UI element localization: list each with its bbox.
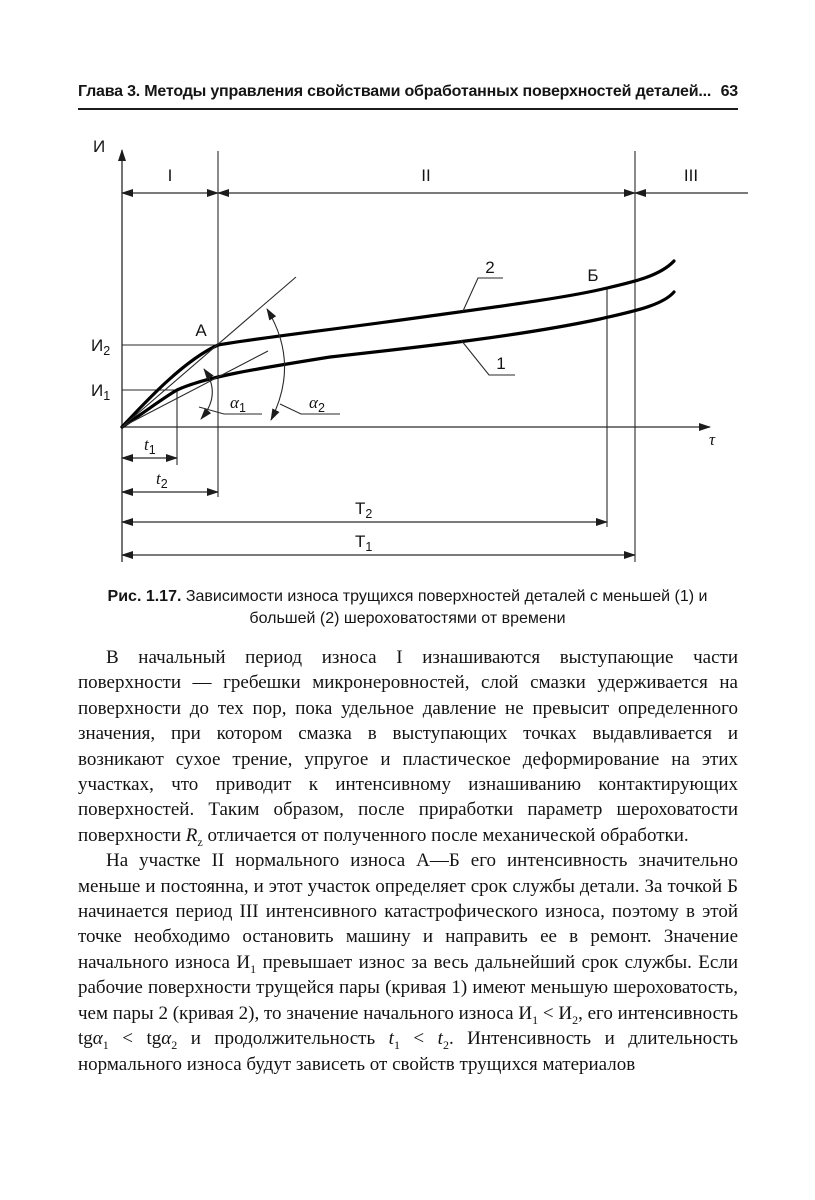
inline-math-tga1: tgα$_1$ [78, 1028, 109, 1052]
curve1-leader-line [461, 340, 515, 375]
x-axis-label: τ [709, 430, 716, 449]
t2-label: $t_2$ [156, 469, 168, 491]
inline-math-t1: $t_1$ [388, 1028, 400, 1052]
time-dimension-rows [122, 435, 635, 555]
figure-caption-text: Зависимости износа трущихся поверхностей деталей с меньшей (1) и большей (2) шероховатостями от времени [181, 588, 708, 627]
rz-subscript: z [197, 834, 203, 849]
text-segment: превышает износ за весь дальнейший срок службы. Если рабочие поверхности трущейся пары (кривая 1) имеют меньшую шероховатость, чем пары 2 (кривая 2), то значение начального износа [78, 951, 738, 1024]
curve-2-label: 2 [485, 258, 495, 277]
period-3-label: III [683, 166, 699, 185]
wear-diagram [0, 125, 815, 575]
less-than: < [399, 1028, 438, 1050]
point-a-label: А [195, 321, 207, 340]
text-segment: . Интенсивность и длительность нормального износа будут зависеть от свойств трущихся материалов [78, 1028, 738, 1075]
rz-symbol: R [185, 824, 198, 846]
text-segment: На участке II нормального износа А—Б его интенсивность значительно меньше и постоянна, и этот участок определяет срок службы детали. За точкой Б начинается период III интенсивного катастрофического износа, поэтому в этой точке необходимо остановить машину и направить ее в ремонт. Значение начального износа [78, 850, 738, 973]
tangent-alpha2 [122, 277, 296, 427]
figure-caption-body [102, 586, 714, 630]
tangent-alpha1 [122, 351, 268, 427]
alpha1-arc [201, 369, 212, 419]
T1-label: $Т_1$ [355, 532, 373, 554]
curve-2-rough-surface [122, 261, 674, 427]
i2-axis-label: $И_2$ [91, 336, 111, 358]
period-2-label: II [421, 166, 431, 185]
page-header [78, 83, 738, 110]
alpha1-label: $\alpha_1$ [230, 393, 246, 415]
inline-math-i1: $И_1$ [518, 1002, 539, 1027]
wear-curves [122, 261, 674, 427]
text-segment: В начальный период износа I изнашиваются выступающие части поверхности — гребешки микронеровностей, слой смазки удерживается на поверхности до тех пор, пока удельное давление не превысит определенного значения, при котором смазка в выступающих точках выдавливается и возникают сухое трение, упругое и пластическое деформирование на этих участках, что приводит к интенсивному изнашиванию контактирующих поверхностей. Таким образом, после приработки параметр шероховатости поверхности [78, 647, 738, 846]
inline-math-i1: $И_1$ [236, 951, 257, 976]
y-axis-label: И [93, 137, 106, 156]
page-number: 63 [720, 83, 738, 100]
less-than: < [108, 1028, 147, 1050]
paragraph-1 [78, 645, 738, 848]
curve-1-label: 1 [496, 354, 506, 373]
figure-caption-number: Рис. 1.17. [107, 588, 182, 605]
inline-math-t2: $t_2$ [437, 1028, 449, 1052]
text-segment: и продолжительность [177, 1028, 389, 1050]
alpha2-label: $\alpha_2$ [309, 393, 325, 415]
text-segment: отличается от полученного после механической обработки. [202, 824, 689, 846]
figure-caption [0, 586, 815, 630]
chapter-title: Глава 3. Методы управления свойствами обработанных поверхностей деталей... [78, 83, 712, 100]
period-1-label: I [167, 166, 173, 185]
body-text [78, 645, 738, 1077]
paragraph-2 [78, 848, 738, 1077]
inline-math-tga2: tgα$_2$ [146, 1028, 178, 1052]
curve-1-smooth-surface [122, 292, 674, 427]
point-b-label: Б [587, 266, 599, 285]
inline-math-i2: $И_2$ [558, 1002, 579, 1027]
T2-label: $Т_2$ [355, 499, 373, 521]
less-than: < [538, 1002, 559, 1024]
period-dimension-row [122, 166, 748, 193]
text-segment: , его интенсивность [578, 1002, 739, 1024]
t1-label: $t_1$ [144, 435, 156, 457]
i1-axis-label: $И_1$ [91, 381, 111, 403]
